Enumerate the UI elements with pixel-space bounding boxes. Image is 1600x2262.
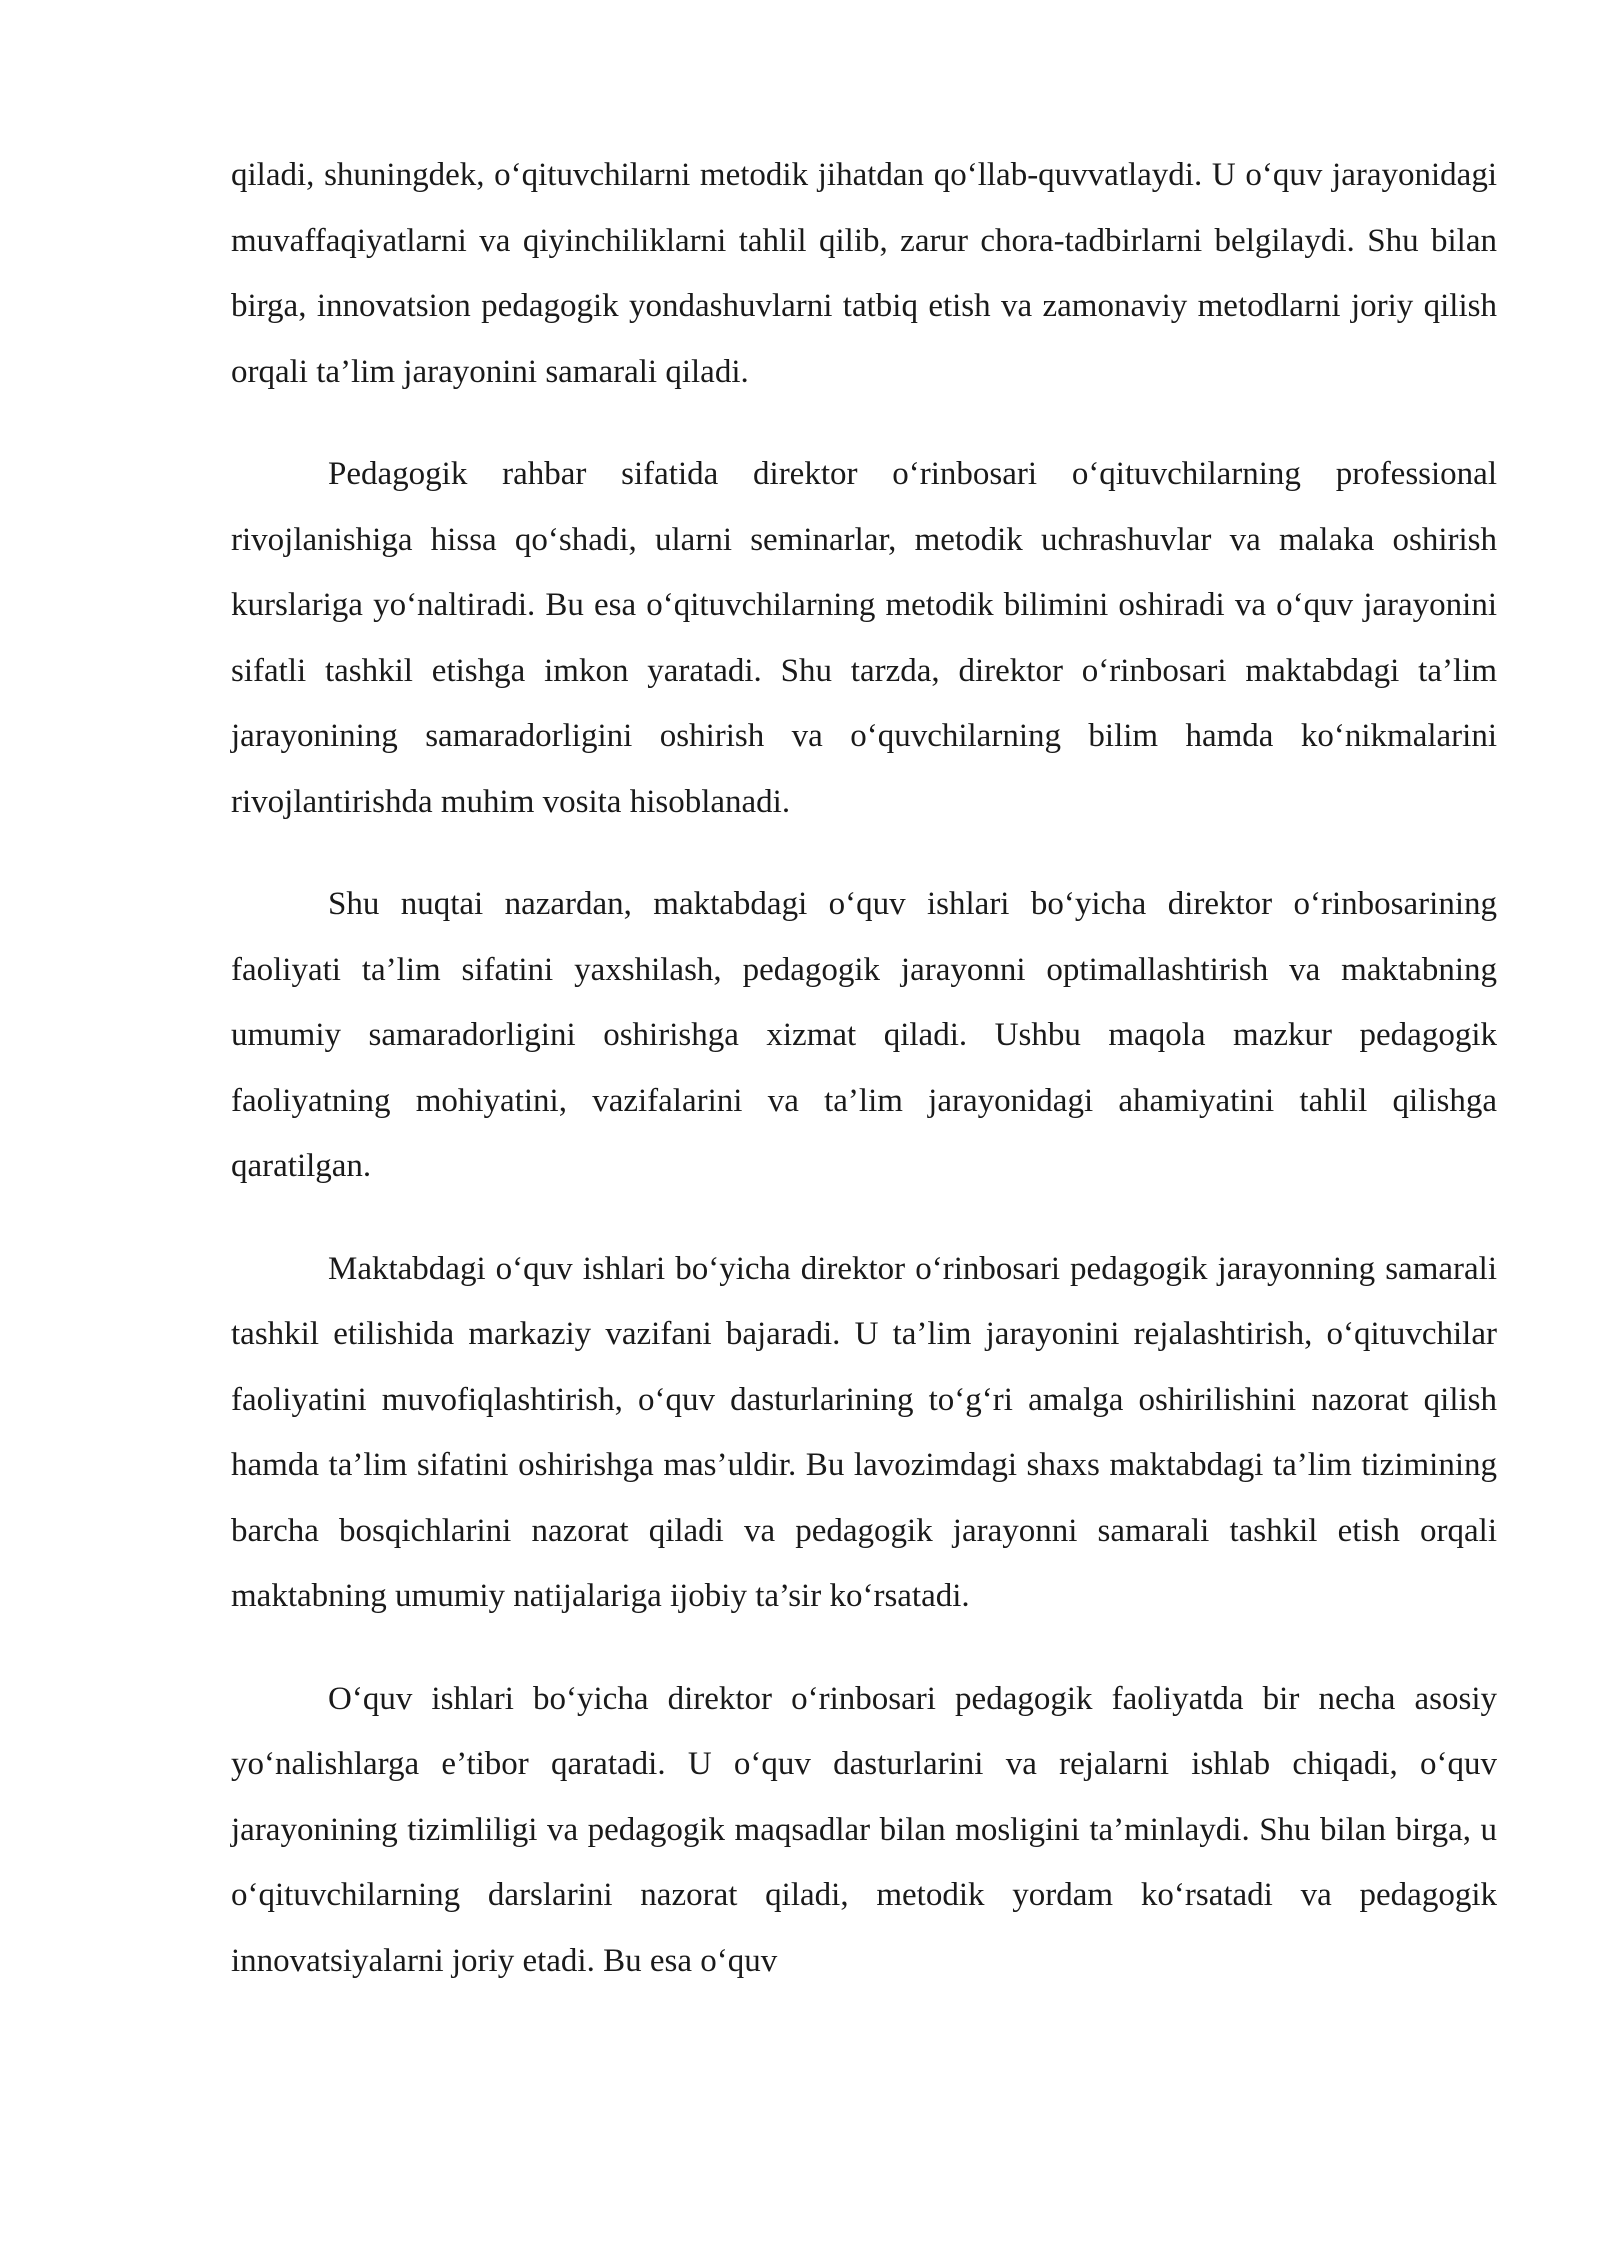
paragraph-1: qiladi, shuningdek, o‘qituvchilarni metodik jihatdan qo‘llab-quvvatlaydi. U o‘quv jarayonidagi muvaffaqiyatlarni va qiyinchiliklarni tahlil qilib, zarur chora-tadbirlarni belgilaydi. Shu bilan birga, innovatsion pedagogik yondashuvlarni tatbiq etish va zamonaviy metodlarni joriy qilish orqali ta’lim jarayonini samarali qiladi. xyxy=(231,157,1497,390)
paragraph-3: Shu nuqtai nazardan, maktabdagi o‘quv ishlari bo‘yicha direktor o‘rinbosarining faoliyati ta’lim sifatini yaxshilash, pedagogik jarayonni optimallashtirish va maktabning umumiy samaradorligini oshirishga xizmat qiladi. Ushbu maqola mazkur pedagogik faoliyatning mohiyatini, vazifalarini va ta’lim jarayonidagi ahamiyatini tahlil qilishga qaratilgan. xyxy=(231,886,1497,1184)
paragraph-4: Maktabdagi o‘quv ishlari bo‘yicha direktor o‘rinbosari pedagogik jarayonning samarali tashkil etilishida markaziy vazifani bajaradi. U ta’lim jarayonini rejalashtirish, o‘qituvchilar faoliyatini muvofiqlashtirish, o‘quv dasturlarining to‘g‘ri amalga oshirilishini nazorat qilish hamda ta’lim sifatini oshirishga mas’uldir. Bu lavozimdagi shaxs maktabdagi ta’lim tizimining barcha bosqichlarini nazorat qiladi va pedagogik jarayonni samarali tashkil etish orqali maktabning umumiy natijalariga ijobiy ta’sir ko‘rsatadi. xyxy=(231,1250,1497,1614)
paragraph-2: Pedagogik rahbar sifatida direktor o‘rinbosari o‘qituvchilarning professional rivojlanishiga hissa qo‘shadi, ularni seminarlar, metodik uchrashuvlar va malaka oshirish kurslariga yo‘naltiradi. Bu esa o‘qituvchilarning metodik bilimini oshiradi va o‘quv jarayonini sifatli tashkil etishga imkon yaratadi. Shu tarzda, direktor o‘rinbosari maktabdagi ta’lim jarayonining samaradorligini oshirish va o‘quvchilarning bilim hamda ko‘nikmalarini rivojlantirishda muhim vosita hisoblanadi. xyxy=(231,456,1497,820)
document-body xyxy=(231,143,1497,1994)
paragraph-5: O‘quv ishlari bo‘yicha direktor o‘rinbosari pedagogik faoliyatda bir necha asosiy yo‘nalishlarga e’tibor qaratadi. U o‘quv dasturlarini va rejalarni ishlab chiqadi, o‘quv jarayonining tizimliligi va pedagogik maqsadlar bilan mosligini ta’minlaydi. Shu bilan birga, u o‘qituvchilarning darslarini nazorat qiladi, metodik yordam ko‘rsatadi va pedagogik innovatsiyalarni joriy etadi. Bu esa o‘quv xyxy=(231,1680,1497,1979)
